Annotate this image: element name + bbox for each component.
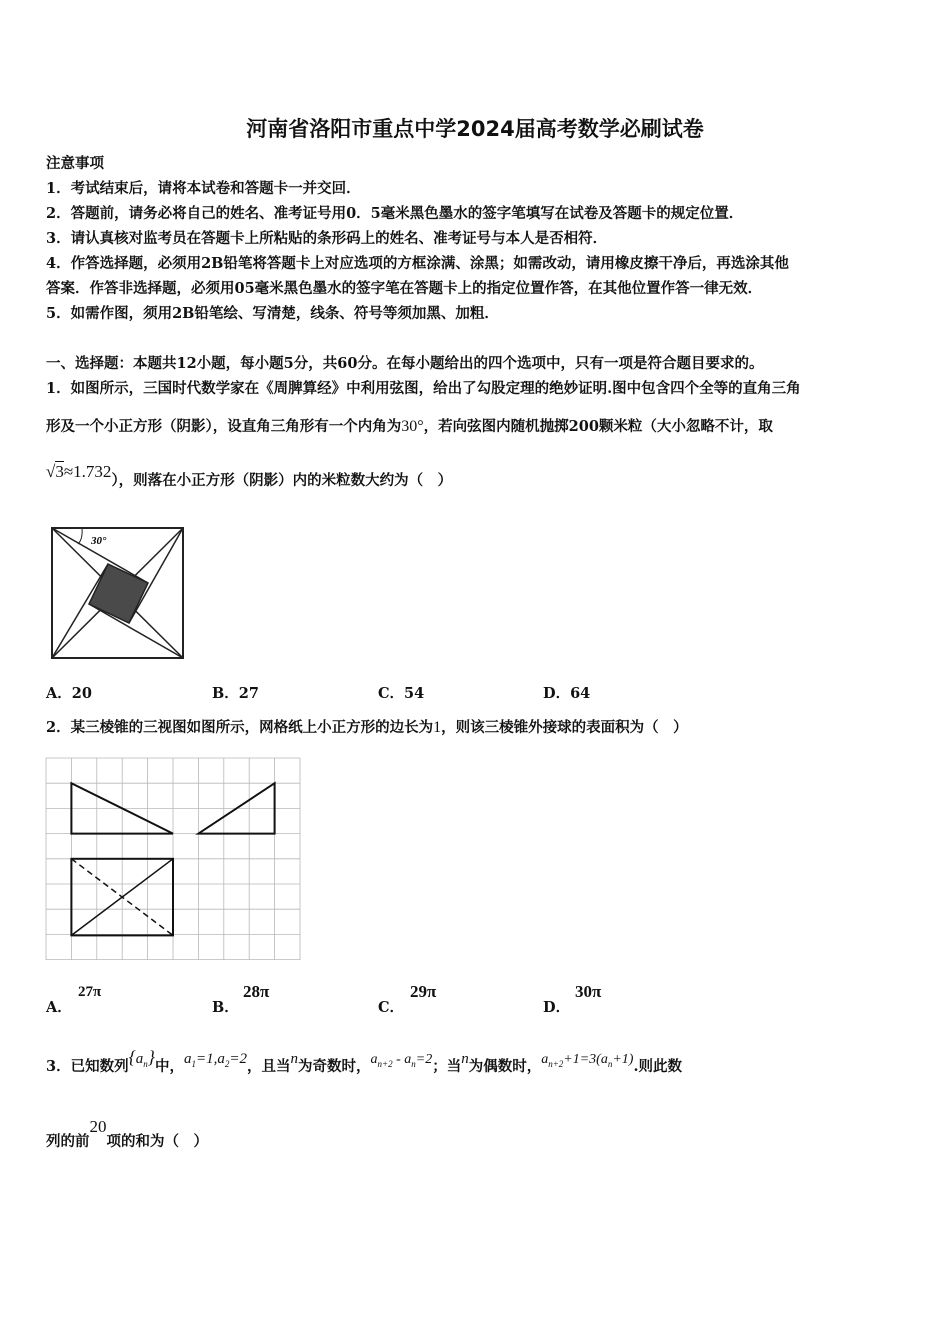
q2-stem: 2．某三棱锥的三视图如图所示，网格纸上小正方形的边长为1，则该三棱锥外接球的表面积为（ ） [46,719,688,736]
q1-option-b[interactable]: B．27 [212,685,259,702]
q3-line2: 列的前20项的和为（ ） [46,1117,208,1150]
note-item: 1．考试结束后，请将本试卷和答题卡一并交回． [46,180,361,197]
even-recurrence: $a_{n+2}+1=3(a_n+1)$ [541,1052,634,1069]
q2-option-b[interactable]: B． [212,999,239,1016]
q1-option-d[interactable]: D．64 [543,685,591,702]
notes-heading: 注意事项 [46,155,104,172]
three-view-figure [45,757,301,962]
note-item: 2．答题前，请务必将自己的姓名、准考证号用0．5毫米黑色墨水的签字笔填写在试卷及答题卡的规定位置． [46,205,744,222]
q2-option-a[interactable]: A． [46,999,72,1016]
note-item: 答案．作答非选择题，必须用05毫米黑色墨水的签字笔在答题卡上的指定位置作答，在其他位置作答一律无效． [46,280,763,297]
q2-option-d[interactable]: D． [543,999,571,1016]
angle-label: 30° [91,535,107,547]
q2-option-c-value: 29π [410,982,437,1001]
q1-option-c[interactable]: C．54 [378,685,425,702]
note-item: 4．作答选择题，必须用2B铅笔将答题卡上对应选项的方框涂满、涂黑；如需改动，请用橡皮擦干净后，再选涂其他 [46,255,789,272]
q1-line3: √3≈1.732），则落在小正方形（阴影）内的米粒数大约为（ ） [46,462,453,489]
note-item: 5．如需作图，须用2B铅笔绘、写清楚，线条、符号等须加黑、加粗． [46,305,499,322]
sequence-symbol: $\{a_n\}$ [128,1047,155,1069]
pythagorean-figure [50,527,186,661]
q1-line1: 1．如图所示，三国时代数学家在《周脾算经》中利用弦图，给出了勾股定理的绝妙证明.图中包含四个全等的直角三角 [46,380,801,397]
sqrt-expression: √3≈1.732 [46,462,112,481]
note-item: 3．请认真核对监考员在答题卡上所粘贴的条形码上的姓名、准考证号与本人是否相符． [46,230,608,247]
q1-option-a[interactable]: A．20 [46,685,92,702]
q2-option-d-value: 30π [575,982,602,1001]
q2-option-b-value: 28π [243,982,270,1001]
initial-terms: $a_1=1,a_2=2$ [184,1051,247,1069]
q2-option-a-value: 27π [78,984,102,1000]
odd-recurrence: $a_{n+2} - a_n=2$ [370,1052,433,1069]
q1-line2: 形及一个小正方形（阴影），设直角三角形有一个内角为30°，若向弦图内随机抛掷200颗米粒（大小忽略不计，取 [46,418,773,435]
q3-line1: 3．已知数列$\{a_n\}$中，$a_1=1,a_2=2$，且当n为奇数时，$a_{n+2} - a_n=2$；当n为偶数时，$a_{n+2}+1=3(a_n+1)$.则此数 [46,1047,683,1075]
q2-option-c[interactable]: C． [378,999,405,1016]
page-title: 河南省洛阳市重点中学2024届高考数学必刷试卷 [246,117,704,141]
angle-value: 30° [401,418,424,435]
section-heading: 一、选择题：本题共12小题，每小题5分，共60分。在每小题给出的四个选项中，只有一项是符合题目要求的。 [46,355,764,372]
